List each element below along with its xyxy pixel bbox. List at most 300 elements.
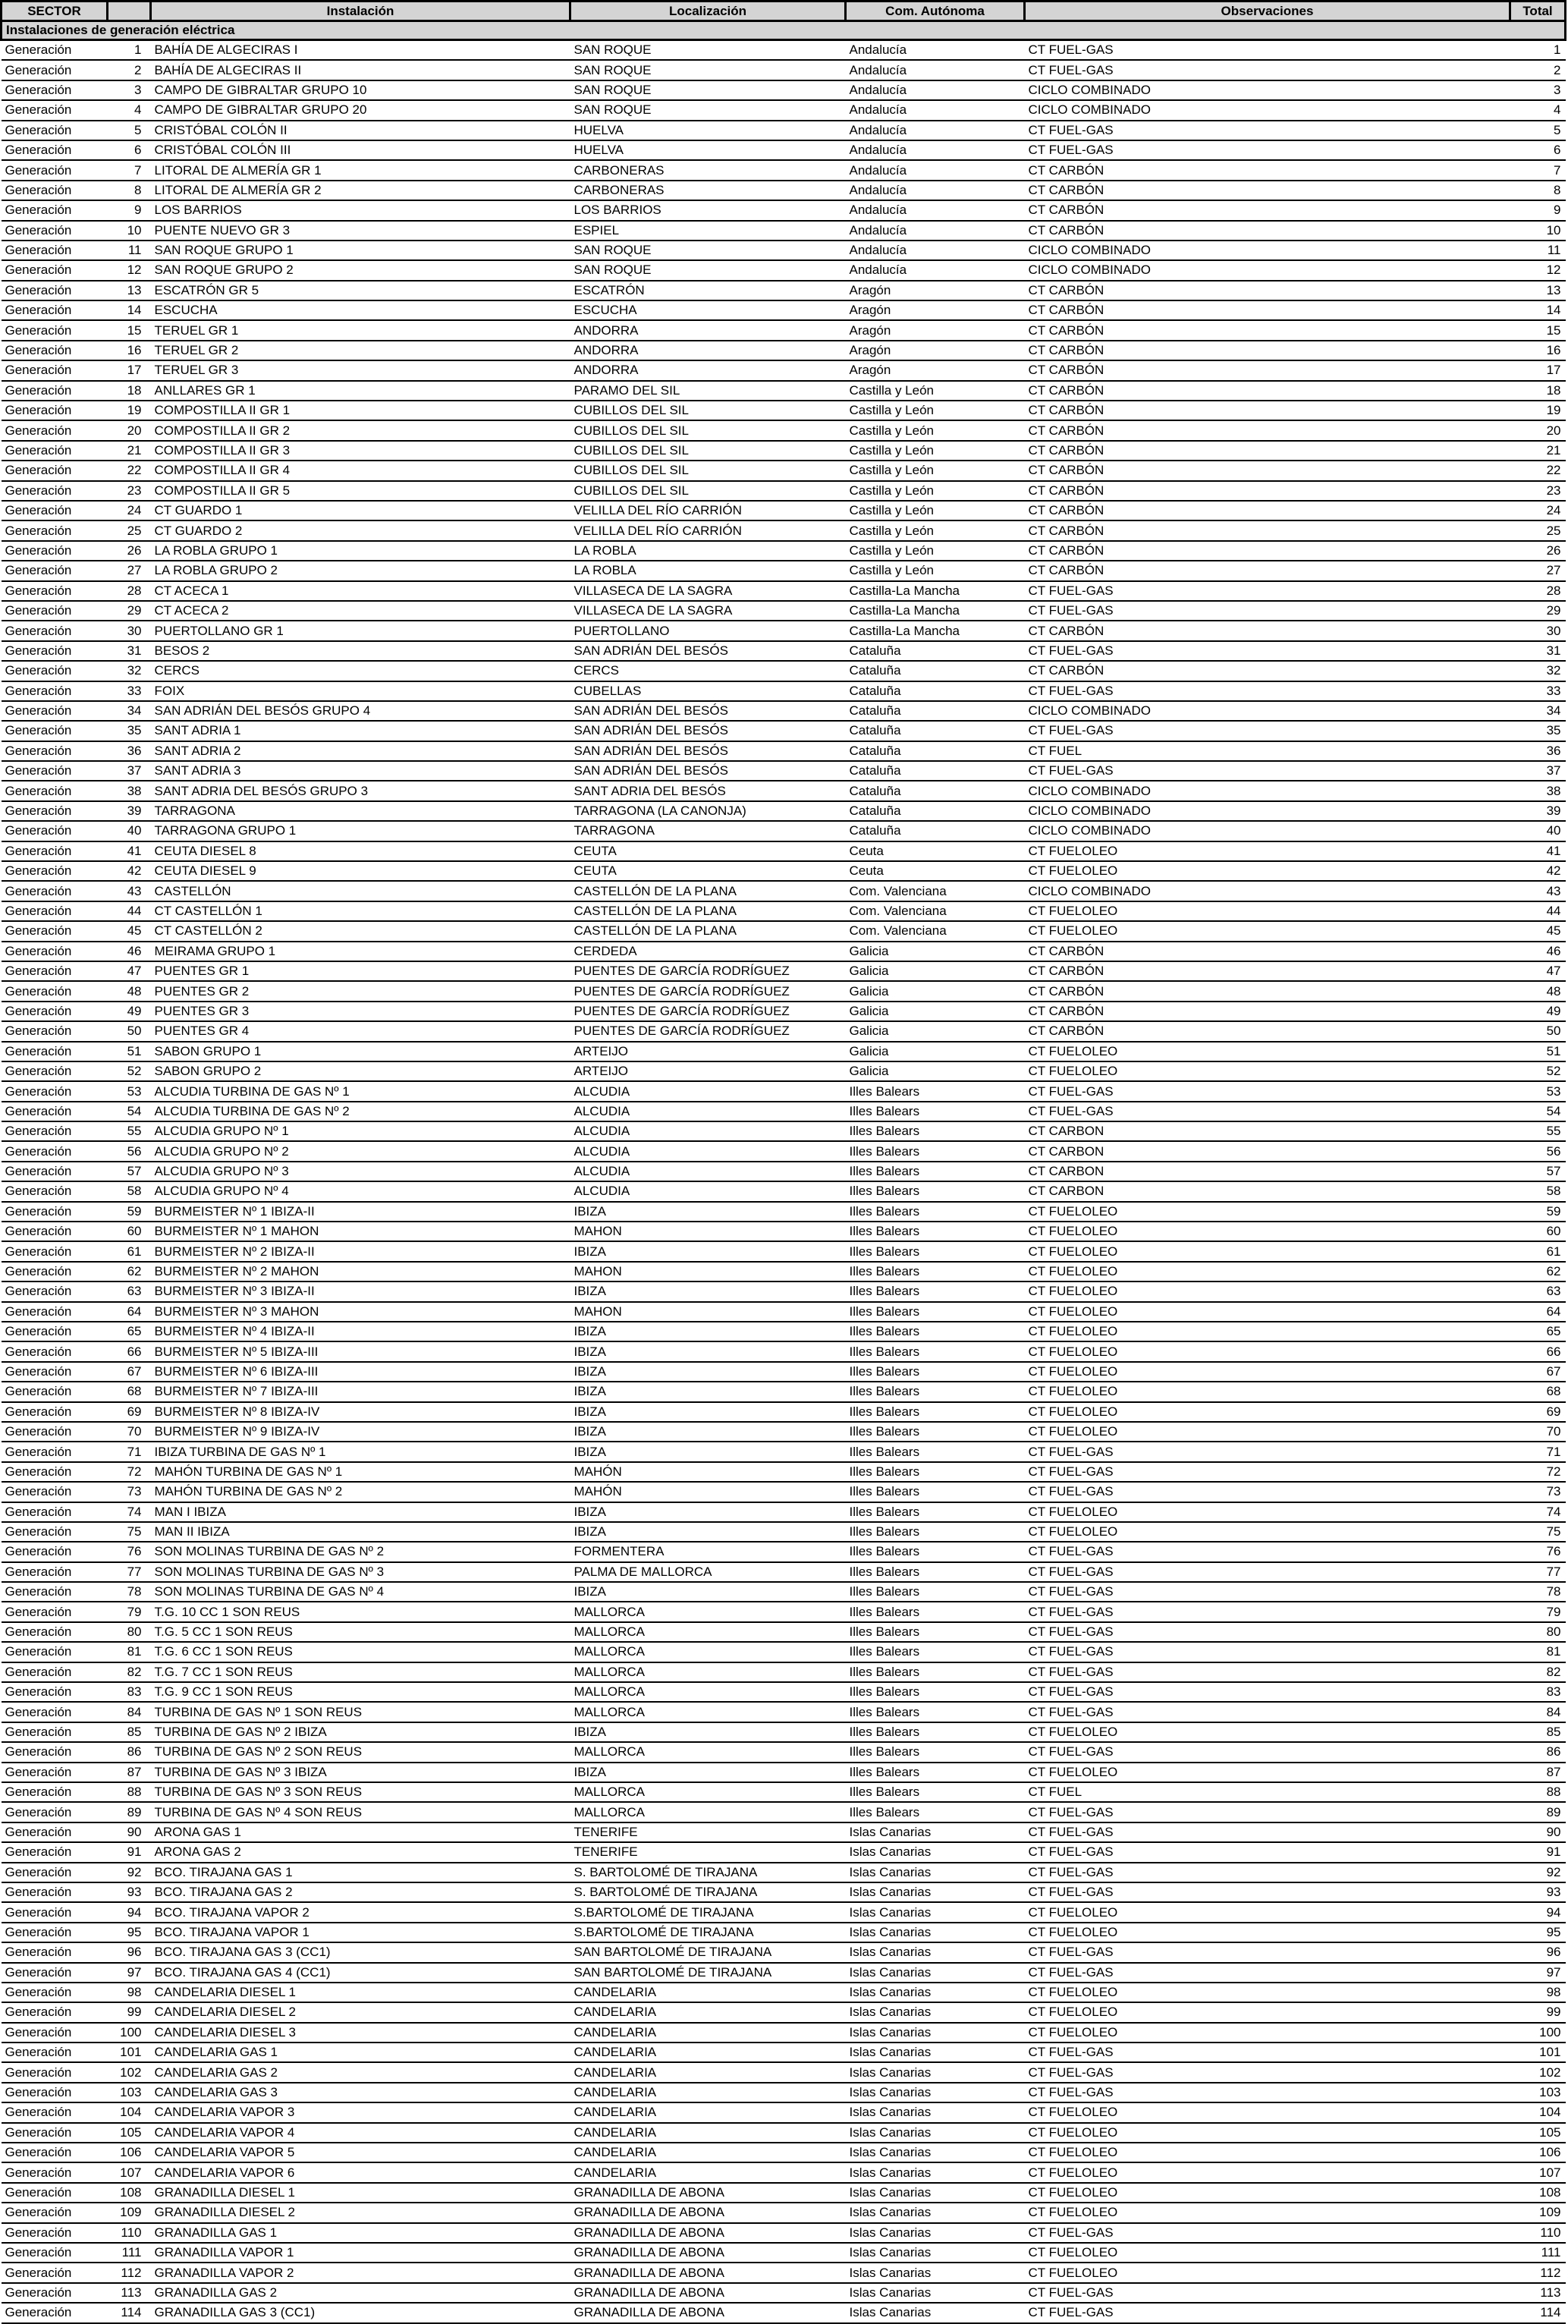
cell-location[interactable]: GRANADILLA DE ABONA bbox=[570, 2283, 846, 2303]
cell-location[interactable]: ALCUDIA bbox=[570, 1162, 846, 1181]
cell-total[interactable]: 48 bbox=[1510, 981, 1566, 1001]
table-row[interactable] bbox=[2, 520, 1566, 540]
cell-sector[interactable]: Generación bbox=[2, 921, 108, 941]
cell-number[interactable]: 49 bbox=[108, 1002, 151, 1021]
cell-number[interactable]: 84 bbox=[108, 1702, 151, 1722]
table-row[interactable] bbox=[2, 2283, 1566, 2303]
cell-sector[interactable]: Generación bbox=[2, 160, 108, 180]
cell-observations[interactable]: CT CARBÓN bbox=[1025, 200, 1510, 220]
cell-observations[interactable]: CT FUEL-GAS bbox=[1025, 2043, 1510, 2062]
cell-region[interactable]: Illes Balears bbox=[846, 1162, 1025, 1181]
cell-total[interactable]: 110 bbox=[1510, 2223, 1566, 2243]
cell-number[interactable]: 94 bbox=[108, 1902, 151, 1922]
cell-installation[interactable]: BURMEISTER Nº 6 IBIZA-III bbox=[151, 1362, 570, 1382]
cell-installation[interactable]: CANDELARIA DIESEL 3 bbox=[151, 2023, 570, 2043]
cell-number[interactable]: 16 bbox=[108, 341, 151, 360]
cell-installation[interactable]: T.G. 9 CC 1 SON REUS bbox=[151, 1682, 570, 1702]
table-row[interactable] bbox=[2, 420, 1566, 440]
cell-region[interactable]: Illes Balears bbox=[846, 1181, 1025, 1201]
cell-total[interactable]: 107 bbox=[1510, 2162, 1566, 2182]
cell-installation[interactable]: BCO. TIRAJANA VAPOR 1 bbox=[151, 1923, 570, 1942]
table-row[interactable] bbox=[2, 2062, 1566, 2082]
cell-total[interactable]: 84 bbox=[1510, 1702, 1566, 1722]
cell-installation[interactable]: COMPOSTILLA II GR 2 bbox=[151, 420, 570, 440]
cell-total[interactable]: 16 bbox=[1510, 341, 1566, 360]
cell-observations[interactable]: CT FUEL-GAS bbox=[1025, 1822, 1510, 1842]
table-row[interactable] bbox=[2, 761, 1566, 781]
cell-location[interactable]: ARTEIJO bbox=[570, 1042, 846, 1061]
cell-sector[interactable]: Generación bbox=[2, 2303, 108, 2322]
cell-location[interactable]: CANDELARIA bbox=[570, 2162, 846, 2182]
cell-sector[interactable]: Generación bbox=[2, 1402, 108, 1422]
column-header-total[interactable]: Total bbox=[1510, 2, 1566, 21]
table-row[interactable] bbox=[2, 40, 1566, 61]
cell-total[interactable]: 52 bbox=[1510, 1061, 1566, 1081]
table-row[interactable] bbox=[2, 741, 1566, 761]
cell-region[interactable]: Islas Canarias bbox=[846, 2243, 1025, 2263]
cell-number[interactable]: 18 bbox=[108, 381, 151, 401]
cell-sector[interactable]: Generación bbox=[2, 1322, 108, 1341]
cell-observations[interactable]: CICLO COMBINADO bbox=[1025, 100, 1510, 120]
table-row[interactable] bbox=[2, 661, 1566, 681]
cell-region[interactable]: Cataluña bbox=[846, 681, 1025, 701]
cell-location[interactable]: ALCUDIA bbox=[570, 1141, 846, 1161]
cell-region[interactable]: Islas Canarias bbox=[846, 2303, 1025, 2322]
table-row[interactable] bbox=[2, 861, 1566, 881]
cell-sector[interactable]: Generación bbox=[2, 1602, 108, 1621]
cell-region[interactable]: Islas Canarias bbox=[846, 2102, 1025, 2122]
cell-location[interactable]: GRANADILLA DE ABONA bbox=[570, 2243, 846, 2263]
cell-region[interactable]: Illes Balears bbox=[846, 1622, 1025, 1642]
table-row[interactable] bbox=[2, 921, 1566, 941]
table-row[interactable] bbox=[2, 300, 1566, 320]
cell-total[interactable]: 96 bbox=[1510, 1942, 1566, 1962]
cell-observations[interactable]: CT CARBÓN bbox=[1025, 661, 1510, 681]
cell-number[interactable]: 34 bbox=[108, 701, 151, 721]
cell-location[interactable]: IBIZA bbox=[570, 1282, 846, 1301]
cell-total[interactable]: 24 bbox=[1510, 501, 1566, 520]
cell-observations[interactable]: CICLO COMBINADO bbox=[1025, 701, 1510, 721]
cell-total[interactable]: 36 bbox=[1510, 741, 1566, 761]
cell-number[interactable]: 12 bbox=[108, 260, 151, 280]
cell-observations[interactable]: CT FUELOLEO bbox=[1025, 1061, 1510, 1081]
cell-location[interactable]: MALLORCA bbox=[570, 1602, 846, 1621]
cell-number[interactable]: 40 bbox=[108, 821, 151, 841]
table-row[interactable] bbox=[2, 1902, 1566, 1922]
cell-sector[interactable]: Generación bbox=[2, 2002, 108, 2022]
table-row[interactable] bbox=[2, 1562, 1566, 1582]
cell-observations[interactable]: CT CARBÓN bbox=[1025, 320, 1510, 340]
cell-region[interactable]: Andalucía bbox=[846, 121, 1025, 140]
cell-total[interactable]: 91 bbox=[1510, 1842, 1566, 1862]
cell-number[interactable]: 113 bbox=[108, 2283, 151, 2303]
cell-location[interactable]: SAN ROQUE bbox=[570, 40, 846, 61]
cell-total[interactable]: 40 bbox=[1510, 821, 1566, 841]
cell-sector[interactable]: Generación bbox=[2, 1382, 108, 1401]
table-row[interactable] bbox=[2, 221, 1566, 241]
cell-location[interactable]: CUBILLOS DEL SIL bbox=[570, 481, 846, 501]
cell-number[interactable]: 39 bbox=[108, 801, 151, 821]
cell-number[interactable]: 2 bbox=[108, 60, 151, 80]
cell-region[interactable]: Islas Canarias bbox=[846, 2083, 1025, 2102]
cell-installation[interactable]: PUENTES GR 3 bbox=[151, 1002, 570, 1021]
table-row[interactable] bbox=[2, 341, 1566, 360]
cell-total[interactable]: 22 bbox=[1510, 461, 1566, 480]
cell-observations[interactable]: CT FUEL bbox=[1025, 1782, 1510, 1802]
cell-total[interactable]: 39 bbox=[1510, 801, 1566, 821]
cell-observations[interactable]: CT CARBÓN bbox=[1025, 961, 1510, 981]
table-row[interactable] bbox=[2, 1341, 1566, 1361]
table-row[interactable] bbox=[2, 1222, 1566, 1241]
cell-total[interactable]: 50 bbox=[1510, 1021, 1566, 1041]
cell-total[interactable]: 27 bbox=[1510, 561, 1566, 580]
cell-total[interactable]: 26 bbox=[1510, 541, 1566, 561]
cell-installation[interactable]: LA ROBLA GRUPO 2 bbox=[151, 561, 570, 580]
cell-location[interactable]: VILLASECA DE LA SAGRA bbox=[570, 601, 846, 621]
cell-total[interactable]: 93 bbox=[1510, 1882, 1566, 1902]
cell-sector[interactable]: Generación bbox=[2, 901, 108, 921]
cell-sector[interactable]: Generación bbox=[2, 1722, 108, 1742]
cell-location[interactable]: CARBONERAS bbox=[570, 160, 846, 180]
table-row[interactable] bbox=[2, 681, 1566, 701]
cell-location[interactable]: ANDORRA bbox=[570, 320, 846, 340]
cell-observations[interactable]: CICLO COMBINADO bbox=[1025, 241, 1510, 260]
table-row[interactable] bbox=[2, 1983, 1566, 2002]
cell-observations[interactable]: CT FUELOLEO bbox=[1025, 1202, 1510, 1222]
cell-number[interactable]: 70 bbox=[108, 1422, 151, 1442]
table-row[interactable] bbox=[2, 80, 1566, 100]
table-row[interactable] bbox=[2, 1802, 1566, 1822]
table-row[interactable] bbox=[2, 721, 1566, 741]
cell-sector[interactable]: Generación bbox=[2, 1162, 108, 1181]
table-row[interactable] bbox=[2, 1682, 1566, 1702]
cell-sector[interactable]: Generación bbox=[2, 621, 108, 640]
table-row[interactable] bbox=[2, 2002, 1566, 2022]
cell-observations[interactable]: CICLO COMBINADO bbox=[1025, 80, 1510, 100]
cell-sector[interactable]: Generación bbox=[2, 1442, 108, 1461]
cell-sector[interactable]: Generación bbox=[2, 1863, 108, 1882]
cell-region[interactable]: Andalucía bbox=[846, 140, 1025, 160]
table-row[interactable] bbox=[2, 461, 1566, 480]
cell-number[interactable]: 108 bbox=[108, 2183, 151, 2203]
cell-location[interactable]: CEUTA bbox=[570, 861, 846, 881]
cell-sector[interactable]: Generación bbox=[2, 60, 108, 80]
cell-sector[interactable]: Generación bbox=[2, 1482, 108, 1502]
cell-number[interactable]: 100 bbox=[108, 2023, 151, 2043]
cell-observations[interactable]: CT FUELOLEO bbox=[1025, 1241, 1510, 1261]
table-row[interactable] bbox=[2, 1662, 1566, 1682]
cell-sector[interactable]: Generación bbox=[2, 961, 108, 981]
cell-total[interactable]: 81 bbox=[1510, 1642, 1566, 1662]
cell-location[interactable]: TARRAGONA bbox=[570, 821, 846, 841]
table-row[interactable] bbox=[2, 641, 1566, 661]
cell-total[interactable]: 106 bbox=[1510, 2143, 1566, 2162]
cell-number[interactable]: 63 bbox=[108, 1282, 151, 1301]
table-row[interactable] bbox=[2, 821, 1566, 841]
cell-total[interactable]: 9 bbox=[1510, 200, 1566, 220]
cell-installation[interactable]: ALCUDIA GRUPO Nº 4 bbox=[151, 1181, 570, 1201]
table-row[interactable] bbox=[2, 2243, 1566, 2263]
cell-number[interactable]: 83 bbox=[108, 1682, 151, 1702]
cell-installation[interactable]: CT ACECA 2 bbox=[151, 601, 570, 621]
cell-number[interactable]: 57 bbox=[108, 1162, 151, 1181]
cell-total[interactable]: 101 bbox=[1510, 2043, 1566, 2062]
cell-region[interactable]: Aragón bbox=[846, 341, 1025, 360]
cell-installation[interactable]: CANDELARIA GAS 3 bbox=[151, 2083, 570, 2102]
cell-total[interactable]: 76 bbox=[1510, 1542, 1566, 1561]
cell-location[interactable]: PUENTES DE GARCÍA RODRÍGUEZ bbox=[570, 1021, 846, 1041]
cell-sector[interactable]: Generación bbox=[2, 221, 108, 241]
cell-number[interactable]: 60 bbox=[108, 1222, 151, 1241]
cell-sector[interactable]: Generación bbox=[2, 420, 108, 440]
cell-number[interactable]: 96 bbox=[108, 1942, 151, 1962]
cell-location[interactable]: SAN BARTOLOMÉ DE TIRAJANA bbox=[570, 1963, 846, 1983]
cell-location[interactable]: CUBILLOS DEL SIL bbox=[570, 461, 846, 480]
cell-sector[interactable]: Generación bbox=[2, 1642, 108, 1662]
cell-total[interactable]: 70 bbox=[1510, 1422, 1566, 1442]
table-row[interactable] bbox=[2, 1121, 1566, 1141]
table-row[interactable] bbox=[2, 1822, 1566, 1842]
cell-location[interactable]: SAN ADRIÁN DEL BESÓS bbox=[570, 761, 846, 781]
table-row[interactable] bbox=[2, 781, 1566, 800]
cell-number[interactable]: 10 bbox=[108, 221, 151, 241]
cell-location[interactable]: SAN ROQUE bbox=[570, 60, 846, 80]
cell-observations[interactable]: CT CARBON bbox=[1025, 1181, 1510, 1201]
cell-installation[interactable]: PUENTES GR 2 bbox=[151, 981, 570, 1001]
cell-region[interactable]: Illes Balears bbox=[846, 1322, 1025, 1341]
cell-observations[interactable]: CT FUEL-GAS bbox=[1025, 1622, 1510, 1642]
cell-observations[interactable]: CT FUEL bbox=[1025, 741, 1510, 761]
cell-location[interactable]: SAN ROQUE bbox=[570, 260, 846, 280]
cell-observations[interactable]: CT CARBÓN bbox=[1025, 942, 1510, 961]
cell-location[interactable]: MALLORCA bbox=[570, 1662, 846, 1682]
table-row[interactable] bbox=[2, 2102, 1566, 2122]
cell-sector[interactable]: Generación bbox=[2, 481, 108, 501]
cell-sector[interactable]: Generación bbox=[2, 281, 108, 300]
cell-observations[interactable]: CT FUELOLEO bbox=[1025, 1402, 1510, 1422]
cell-sector[interactable]: Generación bbox=[2, 200, 108, 220]
cell-location[interactable]: CANDELARIA bbox=[570, 2043, 846, 2062]
cell-observations[interactable]: CT FUEL-GAS bbox=[1025, 1942, 1510, 1962]
cell-total[interactable]: 60 bbox=[1510, 1222, 1566, 1241]
cell-location[interactable]: ESCUCHA bbox=[570, 300, 846, 320]
column-header-location[interactable]: Localización bbox=[570, 2, 846, 21]
cell-number[interactable]: 87 bbox=[108, 1763, 151, 1782]
cell-location[interactable]: MAHON bbox=[570, 1222, 846, 1241]
cell-installation[interactable]: BURMEISTER Nº 3 IBIZA-II bbox=[151, 1282, 570, 1301]
cell-installation[interactable]: BURMEISTER Nº 5 IBIZA-III bbox=[151, 1341, 570, 1361]
cell-number[interactable]: 14 bbox=[108, 300, 151, 320]
table-row[interactable] bbox=[2, 2263, 1566, 2282]
cell-location[interactable]: MAHÓN bbox=[570, 1482, 846, 1502]
cell-sector[interactable]: Generación bbox=[2, 741, 108, 761]
table-row[interactable] bbox=[2, 1863, 1566, 1882]
cell-number[interactable]: 69 bbox=[108, 1402, 151, 1422]
cell-installation[interactable]: GRANADILLA GAS 3 (CC1) bbox=[151, 2303, 570, 2322]
cell-total[interactable]: 45 bbox=[1510, 921, 1566, 941]
table-row[interactable] bbox=[2, 1362, 1566, 1382]
cell-location[interactable]: GRANADILLA DE ABONA bbox=[570, 2183, 846, 2203]
cell-sector[interactable]: Generación bbox=[2, 581, 108, 601]
cell-region[interactable]: Illes Balears bbox=[846, 1582, 1025, 1602]
cell-region[interactable]: Com. Valenciana bbox=[846, 901, 1025, 921]
cell-observations[interactable]: CICLO COMBINADO bbox=[1025, 260, 1510, 280]
cell-location[interactable]: CEUTA bbox=[570, 841, 846, 861]
cell-location[interactable]: CANDELARIA bbox=[570, 2123, 846, 2143]
table-row[interactable] bbox=[2, 1422, 1566, 1442]
cell-location[interactable]: CUBILLOS DEL SIL bbox=[570, 420, 846, 440]
cell-sector[interactable]: Generación bbox=[2, 1302, 108, 1322]
cell-installation[interactable]: SAN ROQUE GRUPO 1 bbox=[151, 241, 570, 260]
cell-installation[interactable]: COMPOSTILLA II GR 5 bbox=[151, 481, 570, 501]
cell-sector[interactable]: Generación bbox=[2, 641, 108, 661]
cell-sector[interactable]: Generación bbox=[2, 300, 108, 320]
cell-sector[interactable]: Generación bbox=[2, 2263, 108, 2282]
cell-total[interactable]: 79 bbox=[1510, 1602, 1566, 1621]
cell-total[interactable]: 21 bbox=[1510, 441, 1566, 461]
cell-total[interactable]: 92 bbox=[1510, 1863, 1566, 1882]
cell-observations[interactable]: CT FUELOLEO bbox=[1025, 1322, 1510, 1341]
cell-observations[interactable]: CT CARBÓN bbox=[1025, 181, 1510, 200]
cell-installation[interactable]: BCO. TIRAJANA VAPOR 2 bbox=[151, 1902, 570, 1922]
cell-region[interactable]: Islas Canarias bbox=[846, 1863, 1025, 1882]
cell-installation[interactable]: LOS BARRIOS bbox=[151, 200, 570, 220]
cell-number[interactable]: 47 bbox=[108, 961, 151, 981]
cell-number[interactable]: 43 bbox=[108, 881, 151, 901]
cell-installation[interactable]: TURBINA DE GAS Nº 3 SON REUS bbox=[151, 1782, 570, 1802]
table-row[interactable] bbox=[2, 501, 1566, 520]
cell-location[interactable]: CANDELARIA bbox=[570, 2062, 846, 2082]
cell-number[interactable]: 101 bbox=[108, 2043, 151, 2062]
cell-sector[interactable]: Generación bbox=[2, 681, 108, 701]
cell-region[interactable]: Castilla y León bbox=[846, 501, 1025, 520]
table-row[interactable] bbox=[2, 401, 1566, 420]
cell-region[interactable]: Galicia bbox=[846, 981, 1025, 1001]
cell-region[interactable]: Islas Canarias bbox=[846, 2043, 1025, 2062]
table-row[interactable] bbox=[2, 561, 1566, 580]
cell-location[interactable]: IBIZA bbox=[570, 1322, 846, 1341]
table-row[interactable] bbox=[2, 1181, 1566, 1201]
cell-number[interactable]: 71 bbox=[108, 1442, 151, 1461]
cell-region[interactable]: Com. Valenciana bbox=[846, 881, 1025, 901]
cell-total[interactable]: 72 bbox=[1510, 1462, 1566, 1482]
cell-installation[interactable]: GRANADILLA VAPOR 1 bbox=[151, 2243, 570, 2263]
cell-number[interactable]: 92 bbox=[108, 1863, 151, 1882]
cell-sector[interactable]: Generación bbox=[2, 1742, 108, 1762]
cell-total[interactable]: 8 bbox=[1510, 181, 1566, 200]
cell-number[interactable]: 77 bbox=[108, 1562, 151, 1582]
cell-location[interactable]: S. BARTOLOMÉ DE TIRAJANA bbox=[570, 1863, 846, 1882]
cell-number[interactable]: 65 bbox=[108, 1322, 151, 1341]
cell-region[interactable]: Ceuta bbox=[846, 841, 1025, 861]
table-row[interactable] bbox=[2, 1081, 1566, 1101]
cell-total[interactable]: 28 bbox=[1510, 581, 1566, 601]
cell-sector[interactable]: Generación bbox=[2, 260, 108, 280]
cell-region[interactable]: Cataluña bbox=[846, 761, 1025, 781]
cell-total[interactable]: 85 bbox=[1510, 1722, 1566, 1742]
cell-installation[interactable]: ESCUCHA bbox=[151, 300, 570, 320]
table-row[interactable] bbox=[2, 140, 1566, 160]
cell-number[interactable]: 41 bbox=[108, 841, 151, 861]
cell-installation[interactable]: CT GUARDO 1 bbox=[151, 501, 570, 520]
cell-installation[interactable]: CT ACECA 1 bbox=[151, 581, 570, 601]
table-row[interactable] bbox=[2, 901, 1566, 921]
cell-observations[interactable]: CICLO COMBINADO bbox=[1025, 821, 1510, 841]
table-row[interactable] bbox=[2, 121, 1566, 140]
table-row[interactable] bbox=[2, 961, 1566, 981]
table-row[interactable] bbox=[2, 241, 1566, 260]
table-row[interactable] bbox=[2, 1302, 1566, 1322]
cell-observations[interactable]: CT FUEL-GAS bbox=[1025, 601, 1510, 621]
cell-location[interactable]: CASTELLÓN DE LA PLANA bbox=[570, 881, 846, 901]
cell-region[interactable]: Andalucía bbox=[846, 80, 1025, 100]
cell-sector[interactable]: Generación bbox=[2, 1682, 108, 1702]
cell-region[interactable]: Illes Balears bbox=[846, 1282, 1025, 1301]
cell-sector[interactable]: Generación bbox=[2, 861, 108, 881]
cell-installation[interactable]: BURMEISTER Nº 3 MAHON bbox=[151, 1302, 570, 1322]
cell-location[interactable]: GRANADILLA DE ABONA bbox=[570, 2303, 846, 2322]
cell-observations[interactable]: CT FUEL-GAS bbox=[1025, 681, 1510, 701]
cell-installation[interactable]: CEUTA DIESEL 8 bbox=[151, 841, 570, 861]
cell-sector[interactable]: Generación bbox=[2, 601, 108, 621]
cell-observations[interactable]: CT FUELOLEO bbox=[1025, 2023, 1510, 2043]
table-row[interactable] bbox=[2, 181, 1566, 200]
cell-sector[interactable]: Generación bbox=[2, 360, 108, 380]
cell-total[interactable]: 10 bbox=[1510, 221, 1566, 241]
cell-region[interactable]: Castilla y León bbox=[846, 441, 1025, 461]
cell-sector[interactable]: Generación bbox=[2, 561, 108, 580]
cell-sector[interactable]: Generación bbox=[2, 1662, 108, 1682]
cell-observations[interactable]: CT FUELOLEO bbox=[1025, 2002, 1510, 2022]
table-row[interactable] bbox=[2, 1442, 1566, 1461]
table-row[interactable] bbox=[2, 2183, 1566, 2203]
cell-installation[interactable]: ARONA GAS 2 bbox=[151, 1842, 570, 1862]
cell-region[interactable]: Illes Balears bbox=[846, 1222, 1025, 1241]
cell-observations[interactable]: CT FUEL-GAS bbox=[1025, 1963, 1510, 1983]
cell-installation[interactable]: SANT ADRIA 2 bbox=[151, 741, 570, 761]
cell-region[interactable]: Aragón bbox=[846, 320, 1025, 340]
cell-number[interactable]: 66 bbox=[108, 1341, 151, 1361]
cell-number[interactable]: 86 bbox=[108, 1742, 151, 1762]
cell-installation[interactable]: BCO. TIRAJANA GAS 2 bbox=[151, 1882, 570, 1902]
cell-sector[interactable]: Generación bbox=[2, 1282, 108, 1301]
cell-region[interactable]: Illes Balears bbox=[846, 1742, 1025, 1762]
table-row[interactable] bbox=[2, 1021, 1566, 1041]
cell-location[interactable]: SAN ADRIÁN DEL BESÓS bbox=[570, 701, 846, 721]
cell-installation[interactable]: MEIRAMA GRUPO 1 bbox=[151, 942, 570, 961]
table-row[interactable] bbox=[2, 1602, 1566, 1621]
cell-observations[interactable]: CT CARBÓN bbox=[1025, 221, 1510, 241]
cell-observations[interactable]: CT FUEL-GAS bbox=[1025, 140, 1510, 160]
cell-region[interactable]: Illes Balears bbox=[846, 1302, 1025, 1322]
cell-region[interactable]: Islas Canarias bbox=[846, 1923, 1025, 1942]
table-row[interactable] bbox=[2, 1102, 1566, 1121]
cell-installation[interactable]: CT CASTELLÓN 1 bbox=[151, 901, 570, 921]
cell-total[interactable]: 35 bbox=[1510, 721, 1566, 741]
cell-sector[interactable]: Generación bbox=[2, 781, 108, 800]
cell-installation[interactable]: BCO. TIRAJANA GAS 3 (CC1) bbox=[151, 1942, 570, 1962]
cell-observations[interactable]: CT FUEL-GAS bbox=[1025, 1482, 1510, 1502]
cell-total[interactable]: 75 bbox=[1510, 1522, 1566, 1542]
cell-region[interactable]: Cataluña bbox=[846, 741, 1025, 761]
cell-observations[interactable]: CT FUEL-GAS bbox=[1025, 1602, 1510, 1621]
table-row[interactable] bbox=[2, 1542, 1566, 1561]
cell-installation[interactable]: BCO. TIRAJANA GAS 1 bbox=[151, 1863, 570, 1882]
cell-installation[interactable]: GRANADILLA DIESEL 1 bbox=[151, 2183, 570, 2203]
cell-region[interactable]: Castilla-La Mancha bbox=[846, 621, 1025, 640]
cell-sector[interactable]: Generación bbox=[2, 2243, 108, 2263]
cell-total[interactable]: 95 bbox=[1510, 1923, 1566, 1942]
